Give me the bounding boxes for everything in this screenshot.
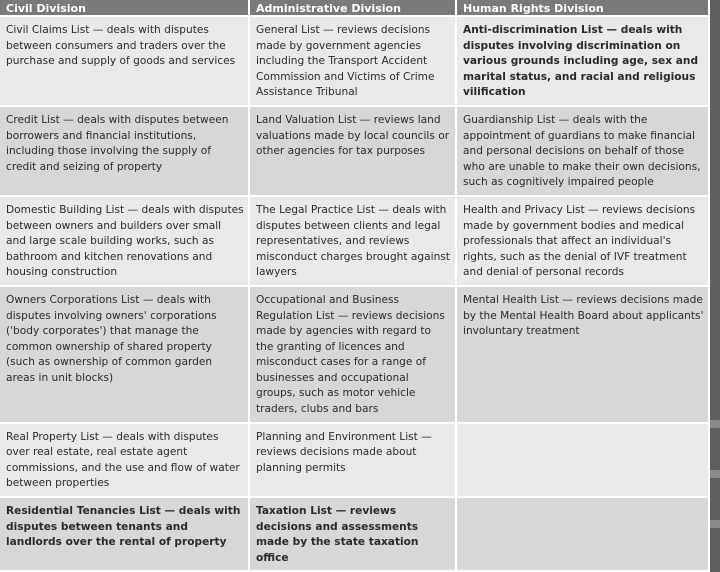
cell-mental-health-list: Mental Health List — reviews decisions made by the Mental Health Board about applicants' involuntary treatment [457,287,710,424]
table-row [0,287,710,424]
cell-anti-discrimination-list: Anti-discrimination List — deals with disputes involving discrimination on various grounds including age, sex and marital status, and racial and religious vilification [457,17,710,107]
table-row [0,17,710,107]
cell-residential-tenancies-list: Residential Tenancies List — deals with disputes between tenants and landlords over the rental of property [0,498,250,572]
table-row [0,197,710,287]
cell-credit-list: Credit List — deals with disputes between borrowers and financial institutions, including those involving the supply of credit and seizing of property [0,107,250,197]
cell-taxation-list: Taxation List — reviews decisions and assessments made by the state taxation office [250,498,457,572]
cell-empty [457,424,710,498]
cell-guardianship-list: Guardianship List — deals with the appointment of guardians to make financial and personal decisions on behalf of those who are unable to make their own decisions, such as cognitively impaired people [457,107,710,197]
cell-empty [457,498,710,572]
header-administrative-division: Administrative Division [250,0,457,17]
cell-occupational-business-list: Occupational and Business Regulation List — reviews decisions made by agencies with regard to the granting of licences and misconduct cases for a range of businesses and occupational groups, such as motor vehicle traders, clubs and bars [250,287,457,424]
table-row [0,424,710,498]
table-row [0,107,710,197]
cell-health-privacy-list: Health and Privacy List — reviews decisions made by government bodies and medical professionals that affect an individual's rights, such as the denial of IVF treatment and denial of personal records [457,197,710,287]
cell-owners-corporations-list: Owners Corporations List — deals with disputes involving owners' corporations ('body corporates') that manage the common ownership of shared property (such as ownership of common garden areas in unit blocks) [0,287,250,424]
cell-planning-environment-list: Planning and Environment List — reviews decisions made about planning permits [250,424,457,498]
header-row [0,0,710,17]
cell-civil-claims-list: Civil Claims List — deals with disputes between consumers and traders over the purchase and supply of goods and services [0,17,250,107]
cell-domestic-building-list: Domestic Building List — deals with disputes between owners and builders over small and large scale building works, such as bathroom and kitchen renovations and housing construction [0,197,250,287]
cell-legal-practice-list: The Legal Practice List — deals with disputes between clients and legal representatives, and reviews misconduct charges brought against lawyers [250,197,457,287]
table-row [0,498,710,572]
header-civil-division: Civil Division [0,0,250,17]
cell-land-valuation-list: Land Valuation List — reviews land valuations made by local councils or other agencies for tax purposes [250,107,457,197]
cell-real-property-list: Real Property List — deals with disputes over real estate, real estate agent commissions, and the use and flow of water between properties [0,424,250,498]
header-human-rights-division: Human Rights Division [457,0,710,17]
cell-general-list: General List — reviews decisions made by government agencies including the Transport Accident Commission and Victims of Crime Assistance Tribunal [250,17,457,107]
